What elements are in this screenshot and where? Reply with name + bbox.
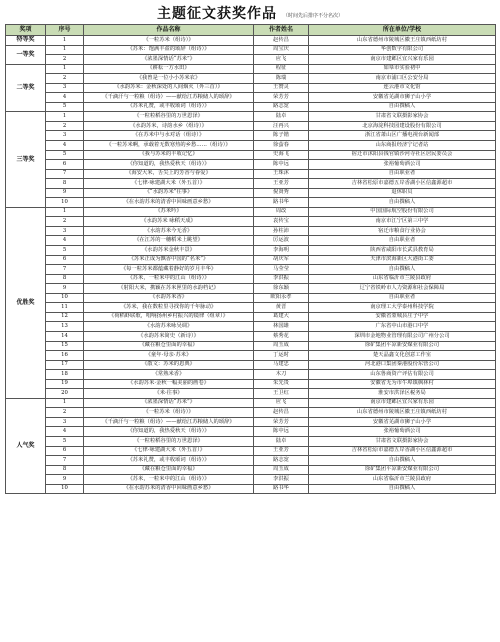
row-index: 7 xyxy=(46,265,84,275)
row-index: 2 xyxy=(46,408,84,418)
author-name: 陆卓 xyxy=(254,436,309,446)
row-index: 4 xyxy=(46,236,84,246)
row-index: 18 xyxy=(46,370,84,380)
work-title: 《一粒苏米啊，承载着无数寒热的乡愁……（组诗）》 xyxy=(84,141,254,151)
work-title: 《苏米，一粒米中的江山（组诗）》 xyxy=(84,274,254,284)
row-index: 20 xyxy=(46,389,84,399)
organization: 如皋市实验初中 xyxy=(309,64,496,74)
row-index: 1 xyxy=(46,398,84,408)
author-name: 应飞 xyxy=(254,398,309,408)
table-row xyxy=(6,331,496,341)
author-name: 徐萤春 xyxy=(254,141,309,151)
work-title: 《在水韵苏米的清香中回味画意乡愁》 xyxy=(84,484,254,494)
table-row xyxy=(6,475,496,485)
header-row xyxy=(6,25,496,36)
row-index: 13 xyxy=(46,322,84,332)
header-author: 作者姓名 xyxy=(254,25,309,36)
author-name: 胡庆军 xyxy=(254,255,309,265)
table-row xyxy=(6,55,496,65)
organization: 甘肃省文联摄影家协会 xyxy=(309,436,496,446)
organization: 自由撰稿人 xyxy=(309,456,496,466)
header-category: 奖项 xyxy=(6,25,46,36)
work-title: 《苏米礼赞，或丰收颂词（组诗）》 xyxy=(84,456,254,466)
row-index: 5 xyxy=(46,436,84,446)
author-name: 马建忠 xyxy=(254,360,309,370)
organization: 南京市江宁区第三中学 xyxy=(309,217,496,227)
organization: 南京市建邺区宜兴家有乐园 xyxy=(309,55,496,65)
row-index: 6 xyxy=(46,446,84,456)
work-title: 《我与苏米的丰收记忆》 xyxy=(84,150,254,160)
author-name: 王卫红 xyxy=(254,389,309,399)
organization: 张裕葡萄酒公司 xyxy=(309,160,496,170)
row-index: 2 xyxy=(46,55,84,65)
table-row xyxy=(6,121,496,131)
table-row xyxy=(6,141,496,151)
organization: 吉林省松原市嘉德五岸香湖小区信鑫源超市 xyxy=(309,446,496,456)
row-index: 3 xyxy=(46,131,84,141)
author-name: 陈中远 xyxy=(254,160,309,170)
title-row xyxy=(5,2,495,24)
table-row xyxy=(6,446,496,456)
header-organization: 所在单位/学校 xyxy=(309,25,496,36)
work-title: 《藏在粮仓里面的幸福》 xyxy=(84,465,254,475)
row-index: 16 xyxy=(46,351,84,361)
author-name: 荣芳芳 xyxy=(254,417,309,427)
row-index: 1 xyxy=(46,112,84,122)
header-work-title: 作品名称 xyxy=(84,25,254,36)
work-title: 《苏米，我在数粒里寻找你的千年脉动》 xyxy=(84,303,254,313)
header-index: 序号 xyxy=(46,25,84,36)
organization: 陕西省咸阳市长武县教育局 xyxy=(309,246,496,256)
table-row xyxy=(6,93,496,103)
organization: 辽宁省铁岭市人力资源和社会保障局 xyxy=(309,284,496,294)
work-title: 《在江苏的一穗稻米上眺望》 xyxy=(84,236,254,246)
author-name: 朱先贵 xyxy=(254,379,309,389)
table-row xyxy=(6,102,496,112)
organization: 深圳市金地物业管理有限公司广州分公司 xyxy=(309,331,496,341)
table-row xyxy=(6,379,496,389)
author-name: 赵传昌 xyxy=(254,408,309,418)
author-name: 路志宽 xyxy=(254,456,309,466)
work-title: 《浓墨深情话“苏米”》 xyxy=(84,398,254,408)
page-title: 主题征文获奖作品 xyxy=(156,6,277,22)
table-row xyxy=(6,83,496,93)
row-index: 8 xyxy=(46,465,84,475)
row-index: 1 xyxy=(46,207,84,217)
author-name: 徐东颖 xyxy=(254,284,309,294)
table-row xyxy=(6,322,496,332)
table-row xyxy=(6,436,496,446)
organization: 自由撰稿人 xyxy=(309,198,496,208)
organization: 南京理工大学泰州科技学院 xyxy=(309,303,496,313)
table-row xyxy=(6,207,496,217)
organization: 徐矿集团平凉新安煤业有限公司 xyxy=(309,465,496,475)
table-row xyxy=(6,389,496,399)
row-index: 17 xyxy=(46,360,84,370)
table-row xyxy=(6,303,496,313)
work-title: 《你知道的，我热爱秋天（组诗）》 xyxy=(84,160,254,170)
organization: 北京海淀科技园建设股份有限公司 xyxy=(309,121,496,131)
organization: 徐矿集团平凉新安煤业有限公司 xyxy=(309,341,496,351)
organization: 广东省中山市港口中学 xyxy=(309,322,496,332)
work-title: 《常熟米香》 xyxy=(84,370,254,380)
work-title: 《我曾是一位小小苏米农》 xyxy=(84,74,254,84)
row-index: 9 xyxy=(46,188,84,198)
work-title: 《射阳大米，携颖在苏米匣里的水韵档记》 xyxy=(84,284,254,294)
work-title: 《水韵苏米香》 xyxy=(84,293,254,303)
table-row xyxy=(6,255,496,265)
organization: 山东商报经济宁记者站 xyxy=(309,141,496,151)
table-row xyxy=(6,236,496,246)
author-name: 路书华 xyxy=(254,484,309,494)
author-name: 丁运时 xyxy=(254,351,309,361)
row-index: 1 xyxy=(46,45,84,55)
table-row xyxy=(6,36,496,46)
row-index: 3 xyxy=(46,417,84,427)
table-row xyxy=(6,484,496,494)
row-index: 5 xyxy=(46,246,84,256)
table-row xyxy=(6,351,496,361)
row-index: 4 xyxy=(46,141,84,151)
row-index: 1 xyxy=(46,36,84,46)
row-index: 5 xyxy=(46,102,84,112)
work-title: 《童年·母亲·苏米》 xyxy=(84,351,254,361)
row-index: 4 xyxy=(46,93,84,103)
work-title: 《七律·咏建湖大米（外五首）》 xyxy=(84,179,254,189)
row-index: 12 xyxy=(46,312,84,322)
author-name: 荣芳芳 xyxy=(254,93,309,103)
work-title: 《苏米，一粒米中的江山（组诗）》 xyxy=(84,475,254,485)
author-name: 赵传昌 xyxy=(254,36,309,46)
author-name: 林国雄 xyxy=(254,322,309,332)
table-row xyxy=(6,179,496,189)
organization: 山东省临沂市兰陵县政府 xyxy=(309,274,496,284)
author-name: 马莹莹 xyxy=(254,265,309,275)
row-index: 3 xyxy=(46,83,84,93)
organization: 山东鲁商资产评估有限公司 xyxy=(309,370,496,380)
table-row xyxy=(6,64,496,74)
row-index: 8 xyxy=(46,179,84,189)
work-title: 《水韵苏米 咏稻天成》 xyxy=(84,217,254,227)
table-row xyxy=(6,45,496,55)
organization: 自由职业者 xyxy=(309,293,496,303)
table-row xyxy=(6,226,496,236)
author-name: 周玉成 xyxy=(254,465,309,475)
organization: 安徽省蒙城县庄子中学 xyxy=(309,312,496,322)
author-name: 孙柱沛 xyxy=(254,226,309,236)
document-page xyxy=(5,2,495,494)
work-title: 《“水韵苏米”往事》 xyxy=(84,188,254,198)
work-title: 《千滴汗与一粒粮（组诗）——献给江苏粮储人的颂辞》 xyxy=(84,93,254,103)
award-category: 二等奖 xyxy=(6,64,46,112)
row-index: 2 xyxy=(46,217,84,227)
author-name: 李洪振 xyxy=(254,475,309,485)
organization: 山东省德州市陵城区徽王庄镇西纸坊村 xyxy=(309,36,496,46)
work-title: 《苏米礼赞，或丰收颂词（组诗）》 xyxy=(84,102,254,112)
organization: 甘肃省文联摄影家协会 xyxy=(309,112,496,122)
table-row xyxy=(6,465,496,475)
table-row xyxy=(6,456,496,466)
table-row xyxy=(6,265,496,275)
row-index: 2 xyxy=(46,121,84,131)
awards-table-body xyxy=(6,36,496,494)
award-category: 一等奖 xyxy=(6,45,46,64)
row-index: 8 xyxy=(46,274,84,284)
author-name: 袁传宝 xyxy=(254,217,309,227)
work-title: 《水韵苏米，诗韵水乡（组诗）》 xyxy=(84,121,254,131)
row-index: 10 xyxy=(46,198,84,208)
work-title: 《在水韵苏米的清香中回味画意乡愁》 xyxy=(84,198,254,208)
author-name: 王珠沐 xyxy=(254,169,309,179)
table-row xyxy=(6,188,496,198)
table-row xyxy=(6,160,496,170)
award-category: 特等奖 xyxy=(6,36,46,46)
author-name: 程征 xyxy=(254,64,309,74)
row-index: 10 xyxy=(46,293,84,303)
table-row xyxy=(6,312,496,322)
row-index: 6 xyxy=(46,160,84,170)
author-name: 周宝庆 xyxy=(254,45,309,55)
row-index: 3 xyxy=(46,226,84,236)
organization: 吉林省松原市嘉德五岸香湖小区信鑫源超市 xyxy=(309,179,496,189)
organization: 山东省德州市陵城区徽王庄镇西纸坊村 xyxy=(309,408,496,418)
table-row xyxy=(6,370,496,380)
organization: 南京市建邺区宜兴家有乐园 xyxy=(309,398,496,408)
row-index: 5 xyxy=(46,150,84,160)
author-name: 李海明 xyxy=(254,246,309,256)
work-title: 《水韵苏米·金秋一幅美丽的画卷》 xyxy=(84,379,254,389)
table-row xyxy=(6,74,496,84)
author-name: 厉运波 xyxy=(254,236,309,246)
organization: 楚天晶鑫文化创意工作室 xyxy=(309,351,496,361)
row-index: 15 xyxy=(46,341,84,351)
organization: 退休职员 xyxy=(309,188,496,198)
organization: 淮安市洪泽区税务局 xyxy=(309,389,496,399)
table-row xyxy=(6,408,496,418)
work-title: 《每一粒苏米都蕴藏着静好的岁月丰华》 xyxy=(84,265,254,275)
table-row xyxy=(6,293,496,303)
author-name: 路志宽 xyxy=(254,102,309,112)
organization: 浙江省萧山区广播电视台新闻部 xyxy=(309,131,496,141)
table-row xyxy=(6,217,496,227)
table-row xyxy=(6,284,496,294)
author-name: 陆卓 xyxy=(254,112,309,122)
organization: 连云港市文化馆 xyxy=(309,83,496,93)
author-name: 葛建大 xyxy=(254,312,309,322)
row-index: 6 xyxy=(46,255,84,265)
organization: 自由撰稿人 xyxy=(309,265,496,275)
organization: 张裕葡萄酒公司 xyxy=(309,427,496,437)
work-title: 《散文：苏米的恩典》 xyxy=(84,360,254,370)
work-title: 《水韵苏米今无香》 xyxy=(84,226,254,236)
author-name: 王亚芳 xyxy=(254,446,309,456)
author-name: 王亚芳 xyxy=(254,179,309,189)
author-name: 陈中远 xyxy=(254,427,309,437)
awards-table xyxy=(5,24,496,494)
row-index: 9 xyxy=(46,475,84,485)
row-index: 14 xyxy=(46,331,84,341)
award-category: 三等奖 xyxy=(6,112,46,207)
table-row xyxy=(6,360,496,370)
work-title: 《七律·咏建湖大米（外五首）》 xyxy=(84,446,254,456)
author-name: 木刀 xyxy=(254,370,309,380)
organization: 安徽省芜湖市狮子山小学 xyxy=(309,417,496,427)
award-category: 人气奖 xyxy=(6,398,46,493)
work-title: 《一粒苏米（组诗）》 xyxy=(84,36,254,46)
row-index: 9 xyxy=(46,284,84,294)
organization: 安徽省芜湖市狮子山小学 xyxy=(309,93,496,103)
organization: 自由职业者 xyxy=(309,236,496,246)
work-title: 《水韵苏米：金秋深处的人间烟火（外三首）》 xyxy=(84,83,254,93)
work-title: 《水韵苏米简史（新诗）》 xyxy=(84,331,254,341)
row-index: 1 xyxy=(46,64,84,74)
work-title: 《水韵苏米咏吴调》 xyxy=(84,322,254,332)
row-index: 4 xyxy=(46,427,84,437)
author-name: 汪再兴 xyxy=(254,121,309,131)
work-title: 《一粒粒稻谷里的万世恩泽》 xyxy=(84,436,254,446)
table-row xyxy=(6,131,496,141)
organization: 南京市浦口区公安分局 xyxy=(309,74,496,84)
table-row xyxy=(6,150,496,160)
organization: 安徽省无为市牛埠镇枫林村 xyxy=(309,379,496,389)
table-row xyxy=(6,274,496,284)
work-title: 《米·往事》 xyxy=(84,389,254,399)
work-title: 《在苏米中与水对话（组诗）》 xyxy=(84,131,254,141)
author-name: 陈瑞 xyxy=(254,74,309,84)
work-title: 《耕耘一方水田》 xyxy=(84,64,254,74)
author-name: 蔡秀花 xyxy=(254,331,309,341)
organization: 中国国际航空股份有限公司 xyxy=(309,207,496,217)
author-name: 李洪振 xyxy=(254,274,309,284)
author-name: 路书华 xyxy=(254,198,309,208)
table-row xyxy=(6,341,496,351)
row-index: 7 xyxy=(46,456,84,466)
row-index: 11 xyxy=(46,303,84,313)
organization: 自由职业者 xyxy=(309,169,496,179)
work-title: 《藏在粮仓里面的幸福》 xyxy=(84,341,254,351)
author-name: 王赞灵 xyxy=(254,83,309,93)
work-title: 《海安大米，舌尖上的芳香与眷爱》 xyxy=(84,169,254,179)
author-name: 应飞 xyxy=(254,55,309,65)
author-name: 史海飞 xyxy=(254,150,309,160)
table-row xyxy=(6,417,496,427)
work-title: 《一粒苏米（组诗）》 xyxy=(84,408,254,418)
author-name: 欧阳永孝 xyxy=(254,293,309,303)
author-name: 周玉成 xyxy=(254,341,309,351)
work-title: 《苏米吟》 xyxy=(84,207,254,217)
work-title: 《苏米正成为飘香中国的“名米”》 xyxy=(84,255,254,265)
author-name: 陈子锴 xyxy=(254,131,309,141)
work-title: 《荷稻虾联歌，唱响扬州乡村振兴的镜律（组章）》 xyxy=(84,312,254,322)
row-index: 7 xyxy=(46,169,84,179)
organization: 华创数字有限公司 xyxy=(309,45,496,55)
work-title: 《一粒粒稻谷里的万世恩泽》 xyxy=(84,112,254,122)
author-name: 黄晋 xyxy=(254,303,309,313)
organization: 宿迁市粮食行业协会 xyxy=(309,226,496,236)
work-title: 《苏米：饱满丰盈的颂辞（组诗）》 xyxy=(84,45,254,55)
organization: 宿迁市沭阳县钱官镇沙河寺社区居民委员会 xyxy=(309,150,496,160)
author-name: 倪贤秀 xyxy=(254,188,309,198)
work-title: 《千滴汗与一粒粮（组诗）——献给江苏粮储人的颂辞》 xyxy=(84,417,254,427)
row-index: 10 xyxy=(46,484,84,494)
organization: 天津市滨海新区大港街工委 xyxy=(309,255,496,265)
organization: 自由撰稿人 xyxy=(309,484,496,494)
row-index: 19 xyxy=(46,379,84,389)
work-title: 《浓墨深情话“苏米”》 xyxy=(84,55,254,65)
author-name: 周改 xyxy=(254,207,309,217)
organization: 自由撰稿人 xyxy=(309,102,496,112)
table-row xyxy=(6,112,496,122)
work-title: 《你知道的，我热爱秋天（组诗）》 xyxy=(84,427,254,437)
table-row xyxy=(6,398,496,408)
table-row xyxy=(6,427,496,437)
table-row xyxy=(6,246,496,256)
table-row xyxy=(6,198,496,208)
organization: 山东省临沂市兰陵县政府 xyxy=(309,475,496,485)
table-row xyxy=(6,169,496,179)
row-index: 2 xyxy=(46,74,84,84)
sort-note: （时间先后排序不分名次） xyxy=(282,12,343,19)
award-category: 优胜奖 xyxy=(6,207,46,398)
organization: 河北港口集团秦港股份东营公司 xyxy=(309,360,496,370)
work-title: 《水韵苏米金秋丰景》 xyxy=(84,246,254,256)
